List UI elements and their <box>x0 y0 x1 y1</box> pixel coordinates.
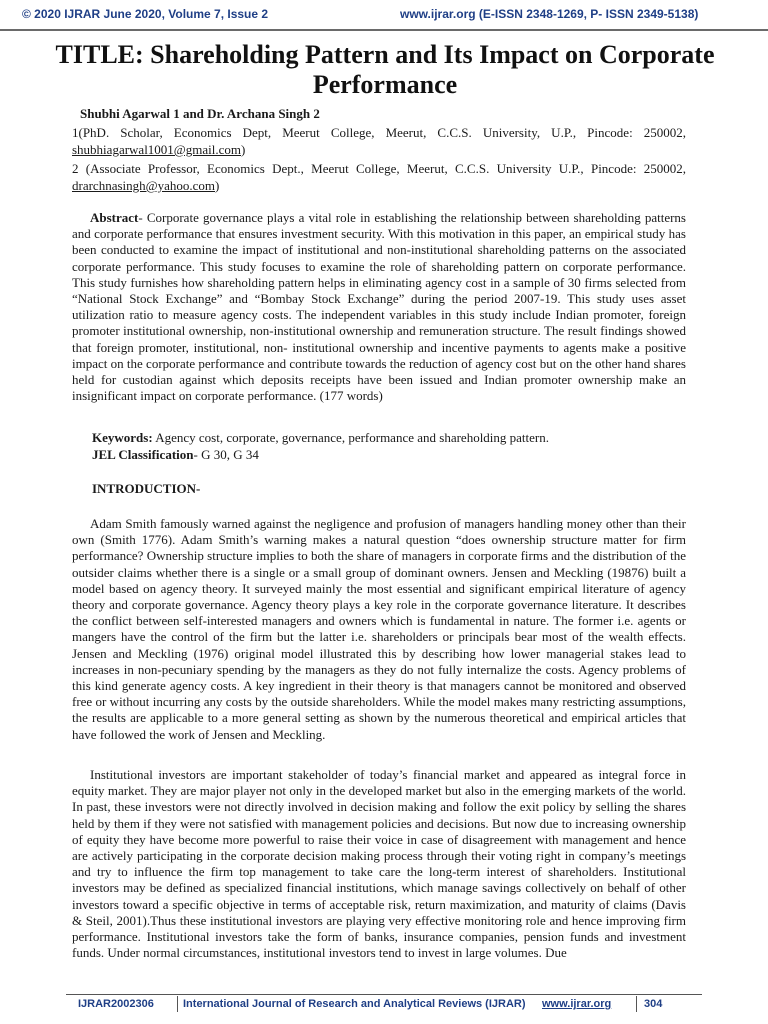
introduction-paragraph-2: Institutional investors are important stakeholder of today’s financial market and appeared as integral force in equity market. They are major player not only in the developed market but also in the emerging markets of the world. In past, these investors were not directly involved in decision making and follow the exit policy by selling the shares held by them if they were not satisfied with management policies and decisions. But now due to increasing ownership of equity they have become more powerful to raise their voice in case of disagreement with management and hence are actively participating in the corporate decision making process through their voting right in company’s meetings and try to influence the firm top management to take care the long-term interest of shareholders. Institutional investors may be defined as specialized financial institutions, which manage savings collectively on behalf of other investors toward a specific objective in terms of acceptable risk, return maximization, and maturity of claims (Davis & Steil, 2001).Thus these institutional investors are playing very effective monitoring role and hence improving firm performance. Institutional investors take the form of banks, insurance companies, pension funds and investment funds. Under normal circumstances, institutional investors tend to invest in large volumes. Due <box>72 767 686 961</box>
footer-separator <box>177 996 178 1012</box>
abstract-text: - Corporate governance plays a vital role in establishing the relationship between shareholding patterns and corporate performance that ensures investment security. With this motivation in this paper, an empirical study has been conducted to examine the impact of institutional and non-institutional shareholding patterns on the associated corporate performance. This study focuses to examine the role of shareholding pattern on corporate performance. This study furnishes how shareholding pattern helps in eliminating agency cost in a sample of 30 firms selected from “National Stock Exchange” and “Bombay Stock Exchange” during the period 2007-19. This study uses asset utilization ratio to measure agency costs. The independent variables in this study include Indian promoter, foreign promoter institutional ownership, non-institutional ownership and remuneration structure. The result findings showed that foreign promoter, institutional, non- institutional ownership and incentive payments to agents make a positive impact on the corporate performance and contribute towards the reduction of agency cost but on the other hand shares held for custodian against which deposits receipts have been issued and Indian promoter ownership make an insignificant impact on corporate performance. (177 words) <box>72 210 686 404</box>
jel-label: JEL Classification <box>92 447 194 462</box>
jel-classification-line <box>92 447 259 463</box>
keywords-text: Agency cost, corporate, governance, performance and shareholding pattern. <box>152 430 550 445</box>
footer-divider <box>66 994 702 995</box>
abstract-label: Abstract <box>90 210 139 225</box>
keywords-label: Keywords: <box>92 430 153 445</box>
affiliation-2-close: ) <box>215 178 220 193</box>
footer-url-link[interactable]: www.ijrar.org <box>542 998 612 1010</box>
keywords-line <box>92 430 549 446</box>
paper-title: TITLE: Shareholding Pattern and Its Impact on Corporate Performance <box>55 40 715 99</box>
header-issue-info: © 2020 IJRAR June 2020, Volume 7, Issue 2 <box>22 7 269 21</box>
affiliation-1-text: 1(PhD. Scholar, Economics Dept, Meerut College, Meerut, C.C.S. University, U.P., Pincode: 250002, <box>72 125 686 140</box>
footer-journal-name: International Journal of Research and Analytical Reviews (IJRAR) <box>183 998 526 1010</box>
abstract-paragraph <box>72 210 686 404</box>
affiliation-2-email-link[interactable]: drarchnasingh@yahoo.com <box>72 178 216 193</box>
author-list: Shubhi Agarwal 1 and Dr. Archana Singh 2 <box>80 106 320 121</box>
affiliation-2 <box>72 160 686 194</box>
footer-separator-2 <box>636 996 637 1012</box>
footer-page-number: 304 <box>644 998 663 1010</box>
jel-text: - G 30, G 34 <box>193 447 259 462</box>
affiliation-1-close: ) <box>241 142 246 157</box>
affiliation-1 <box>72 124 686 158</box>
header-journal-url: www.ijrar.org (E-ISSN 2348-1269, P- ISSN 2349-5138) <box>400 7 699 21</box>
page-header <box>0 0 768 30</box>
affiliation-2-text: 2 (Associate Professor, Economics Dept., Meerut College, Meerut, C.C.S. University U.P., Pincode: 250002, <box>72 161 686 176</box>
affiliation-1-email-link[interactable]: shubhiagarwal1001@gmail.com <box>72 142 242 157</box>
header-divider <box>0 29 768 31</box>
footer-paper-id: IJRAR2002306 <box>78 998 154 1010</box>
introduction-paragraph-1: Adam Smith famously warned against the negligence and profusion of managers handling money other than their own (Smith 1776). Adam Smith’s warning makes a natural question “does ownership structure matter for firm performance? Ownership structure implies to both the share of managers in corporate firms and the distribution of the outsider claims whether there is a single or a small group of dominant owners. Jensen and Meckling (19876) built a model based on agency theory. It surveyed mainly the most essential and significant empirical literature of agency theory and corporate governance. Agency theory plays a key role in the corporate governance literature. It describes the conflict between self-interested managers and owners which is fundamental in nature. The former i.e. agents or mangers have the control of the firm but the latter i.e. shareholders or principals bear most of the wealth effects. Jensen and Meckling (1976) original model illustrated this by describing how lower managerial stakes lead to increases in non-pecuniary spending by the managers as they do not fully internalize the costs. Agency problems of this kind generate agency costs. A key ingredient in their theory is that managers cannot be monitored and observed free or without incurring any costs by the outside shareholders. While the model makes many restricting assumptions, the results are applicable to a more general setting as shown by the numerous theoretical and empirical articles that have followed the work of Jensen and Meckling. <box>72 516 686 742</box>
introduction-heading: INTRODUCTION- <box>92 481 201 496</box>
